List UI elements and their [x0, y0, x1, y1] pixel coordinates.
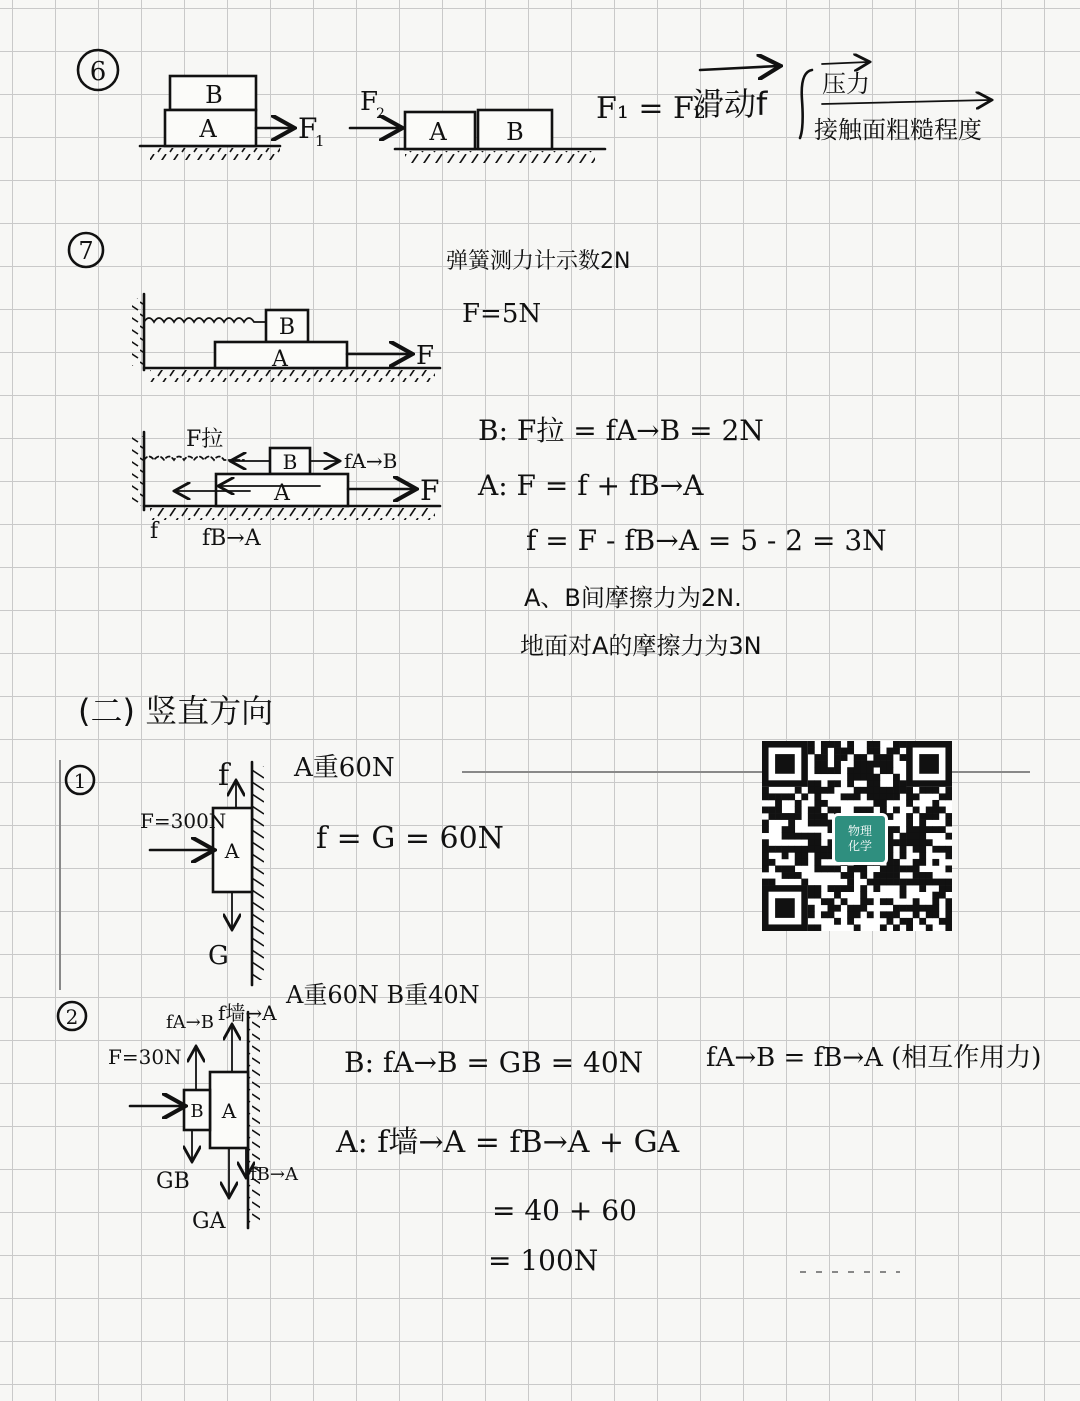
f-ba-label: fB→A	[250, 1164, 298, 1185]
friction-label: f	[218, 758, 230, 793]
qr-badge-line2: 化学	[847, 839, 872, 853]
section-7-marker: 7	[78, 237, 94, 265]
gravity-a-label: GA	[192, 1209, 226, 1234]
applied-force: F=5N	[462, 299, 542, 329]
floor-2-hatch	[150, 508, 435, 520]
block-a-label: A	[199, 115, 217, 143]
force-f1-sub: 1	[315, 132, 325, 150]
wall-vertical-hatch	[252, 766, 264, 980]
step-sum: = 40 + 60	[492, 1194, 637, 1227]
press-force-label-2: F=30N	[108, 1045, 182, 1069]
equation-a: A: F = f + fB→A	[478, 469, 704, 502]
spring-2	[144, 457, 244, 461]
brace	[800, 70, 812, 138]
wall-vertical-2-hatch	[248, 1016, 260, 1224]
section-6	[78, 50, 990, 163]
block-a-label: A	[224, 839, 240, 863]
block-b-label: B	[278, 315, 296, 340]
equation-f: f = F - fB→A = 5 - 2 = 3N	[526, 524, 887, 557]
block-b-label: B	[205, 81, 223, 109]
force-f2-sub: 2	[376, 106, 385, 122]
ground-hatch	[150, 148, 280, 160]
tension-label: F拉	[186, 427, 224, 452]
gravity-b-label: GB	[156, 1169, 190, 1194]
gravity-label: G	[208, 941, 229, 971]
interaction-pair: fA→B = fB→A (相互作用力)	[706, 1043, 1042, 1073]
f-ba-label: fB→A	[202, 526, 261, 551]
force-label: F	[416, 341, 435, 371]
qr-finder-square	[775, 898, 795, 918]
step-result: = 100N	[488, 1244, 599, 1277]
equation-b: B: F拉 = fA→B = 2N	[478, 414, 764, 447]
weights-ab: A重60N B重40N	[286, 981, 480, 1009]
vertical-heading: (二) 竖直方向	[78, 692, 274, 730]
block-a-2-label: A	[274, 481, 290, 506]
block-b-2-label: B	[506, 118, 524, 146]
qr-finder-square	[919, 754, 939, 774]
block-a-label: A	[221, 1099, 237, 1123]
block-a-2-label: A	[429, 118, 447, 146]
section-7	[69, 233, 887, 660]
force-label-2: F	[420, 474, 440, 507]
equal-forces-equation: F₁ = F₂	[596, 91, 706, 126]
force-f2-label: F	[360, 87, 379, 117]
press-force-label: F=300N	[140, 809, 227, 833]
spring-reading: 弹簧测力计示数2N	[446, 249, 631, 274]
f-wall-label: f墙→A	[218, 1001, 277, 1025]
pressure-arrow	[822, 62, 868, 64]
sliding-arrow	[700, 66, 778, 70]
spring	[144, 318, 266, 322]
block-a-label: A	[272, 347, 288, 372]
pressure-label: 压力	[822, 70, 870, 98]
conclusion-ab-friction: A、B间摩擦力为2N.	[524, 584, 742, 612]
floor-hatch	[150, 370, 435, 382]
roughness-label: 接触面粗糙程度	[814, 116, 982, 144]
vertical-section-2	[58, 981, 1041, 1277]
qr-badge-line1: 物理	[847, 824, 872, 838]
conclusion-ground-friction: 地面对A的摩擦力为3N	[520, 632, 762, 660]
qr-finder-square	[775, 754, 795, 774]
weight-a: A重60N	[294, 753, 395, 783]
sliding-friction-label: 滑动f	[692, 85, 768, 123]
f-ab-label: fA→B	[166, 1012, 214, 1033]
wall-hatch	[132, 298, 144, 366]
wall-2-hatch	[132, 436, 144, 506]
qr-code-image	[762, 741, 952, 931]
qr-badge	[832, 813, 888, 865]
ground-hatch-2	[405, 151, 595, 163]
ground-friction-label: f	[150, 519, 159, 544]
block-b-2-label: B	[282, 450, 298, 474]
equation-b: B: fA→B = GB = 40N	[344, 1046, 644, 1079]
block-b-label: B	[190, 1101, 204, 1122]
vertical-1-marker: 1	[73, 769, 87, 793]
force-f1-label: F	[298, 112, 318, 145]
equation-f-g: f = G = 60N	[316, 821, 504, 856]
section-6-marker: 6	[89, 57, 107, 87]
equation-a: A: f墙→A = fB→A + GA	[336, 1125, 680, 1160]
roughness-arrow	[822, 100, 990, 104]
vertical-2-marker: 2	[65, 1005, 79, 1029]
f-ab-label: fA→B	[344, 449, 398, 473]
